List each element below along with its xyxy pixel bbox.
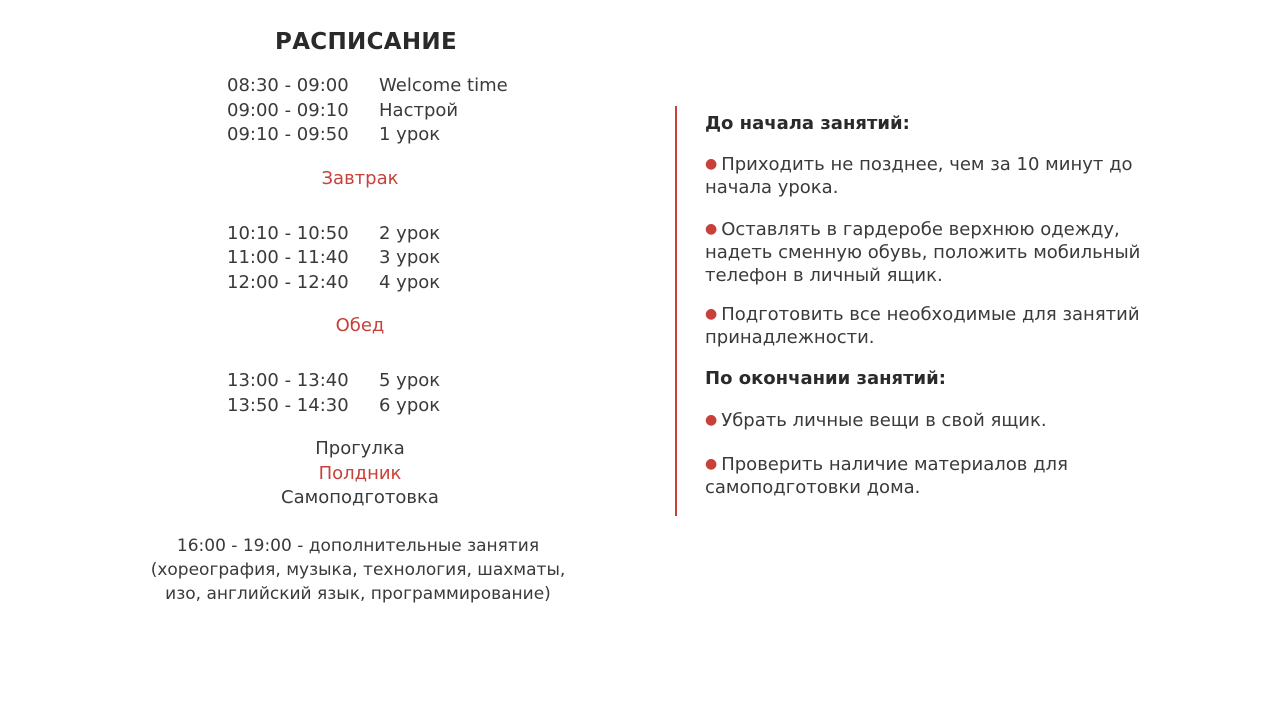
rules-heading: По окончании занятий: [705,368,946,389]
schedule-time: 10:10 - 10:50 [227,223,349,244]
rules-after-heading [705,367,1185,390]
selfstudy-label: Самоподготовка [281,487,439,508]
bullet-dot-icon: ● [705,456,718,472]
schedule-time: 13:00 - 13:40 [227,370,349,391]
schedule-time: 09:00 - 09:10 [227,100,349,121]
schedule-activity: 1 урок [379,124,441,145]
schedule-activity: 2 урок [379,223,441,244]
snack-label: Полдник [318,463,402,484]
bullet-dot-icon: ● [705,156,718,172]
rule-text: Подготовить все необходимые для занятий принадлежности. [705,304,1140,348]
extra-classes-line: 16:00 - 19:00 - дополнительные занятия [176,536,540,556]
rule-text: Приходить не позднее, чем за 10 минут до начала урока. [705,154,1133,198]
breakfast-label: Завтрак [321,168,399,189]
walk-label: Прогулка [315,438,405,459]
schedule-row [227,369,440,393]
rule-item [705,218,1185,287]
rule-text: Убрать личные вещи в свой ящик. [721,410,1047,431]
rule-item [705,409,1185,432]
lunch-label: Обед [335,315,385,336]
schedule-row [227,246,440,270]
schedule-row [227,99,458,123]
schedule-activity: 4 урок [379,272,441,293]
schedule-time: 09:10 - 09:50 [227,124,349,145]
rule-item [705,453,1185,499]
rules-heading: До начала занятий: [705,113,910,134]
extra-classes-line: изо, английский язык, программирование) [165,584,551,604]
vertical-divider [675,106,677,516]
rule-item [705,153,1185,199]
extra-classes [100,534,616,606]
schedule-time: 08:30 - 09:00 [227,75,349,96]
bullet-dot-icon: ● [705,221,718,237]
schedule-row [227,271,440,295]
schedule-activity: 6 урок [379,395,441,416]
schedule-activity: Настрой [379,100,459,121]
bullet-dot-icon: ● [705,306,718,322]
schedule-row [227,394,440,418]
rule-text: Оставлять в гардеробе верхнюю одежду, надеть сменную обувь, положить мобильный телефон в личный ящик. [705,219,1141,286]
schedule-row [227,222,440,246]
schedule-time: 11:00 - 11:40 [227,247,349,268]
extra-classes-line: (хореография, музыка, технология, шахматы, [150,560,566,580]
schedule-row [227,74,508,98]
rule-item [705,303,1185,349]
schedule-activity: 5 урок [379,370,441,391]
schedule-title: РАСПИСАНИЕ [275,29,457,55]
bullet-dot-icon: ● [705,412,718,428]
schedule-time: 13:50 - 14:30 [227,395,349,416]
rules-before-heading [705,112,1185,135]
schedule-time: 12:00 - 12:40 [227,272,349,293]
rule-text: Проверить наличие материалов для самоподготовки дома. [705,454,1068,498]
schedule-row [227,123,440,147]
schedule-activity: Welcome time [379,75,508,96]
schedule-activity: 3 урок [379,247,441,268]
